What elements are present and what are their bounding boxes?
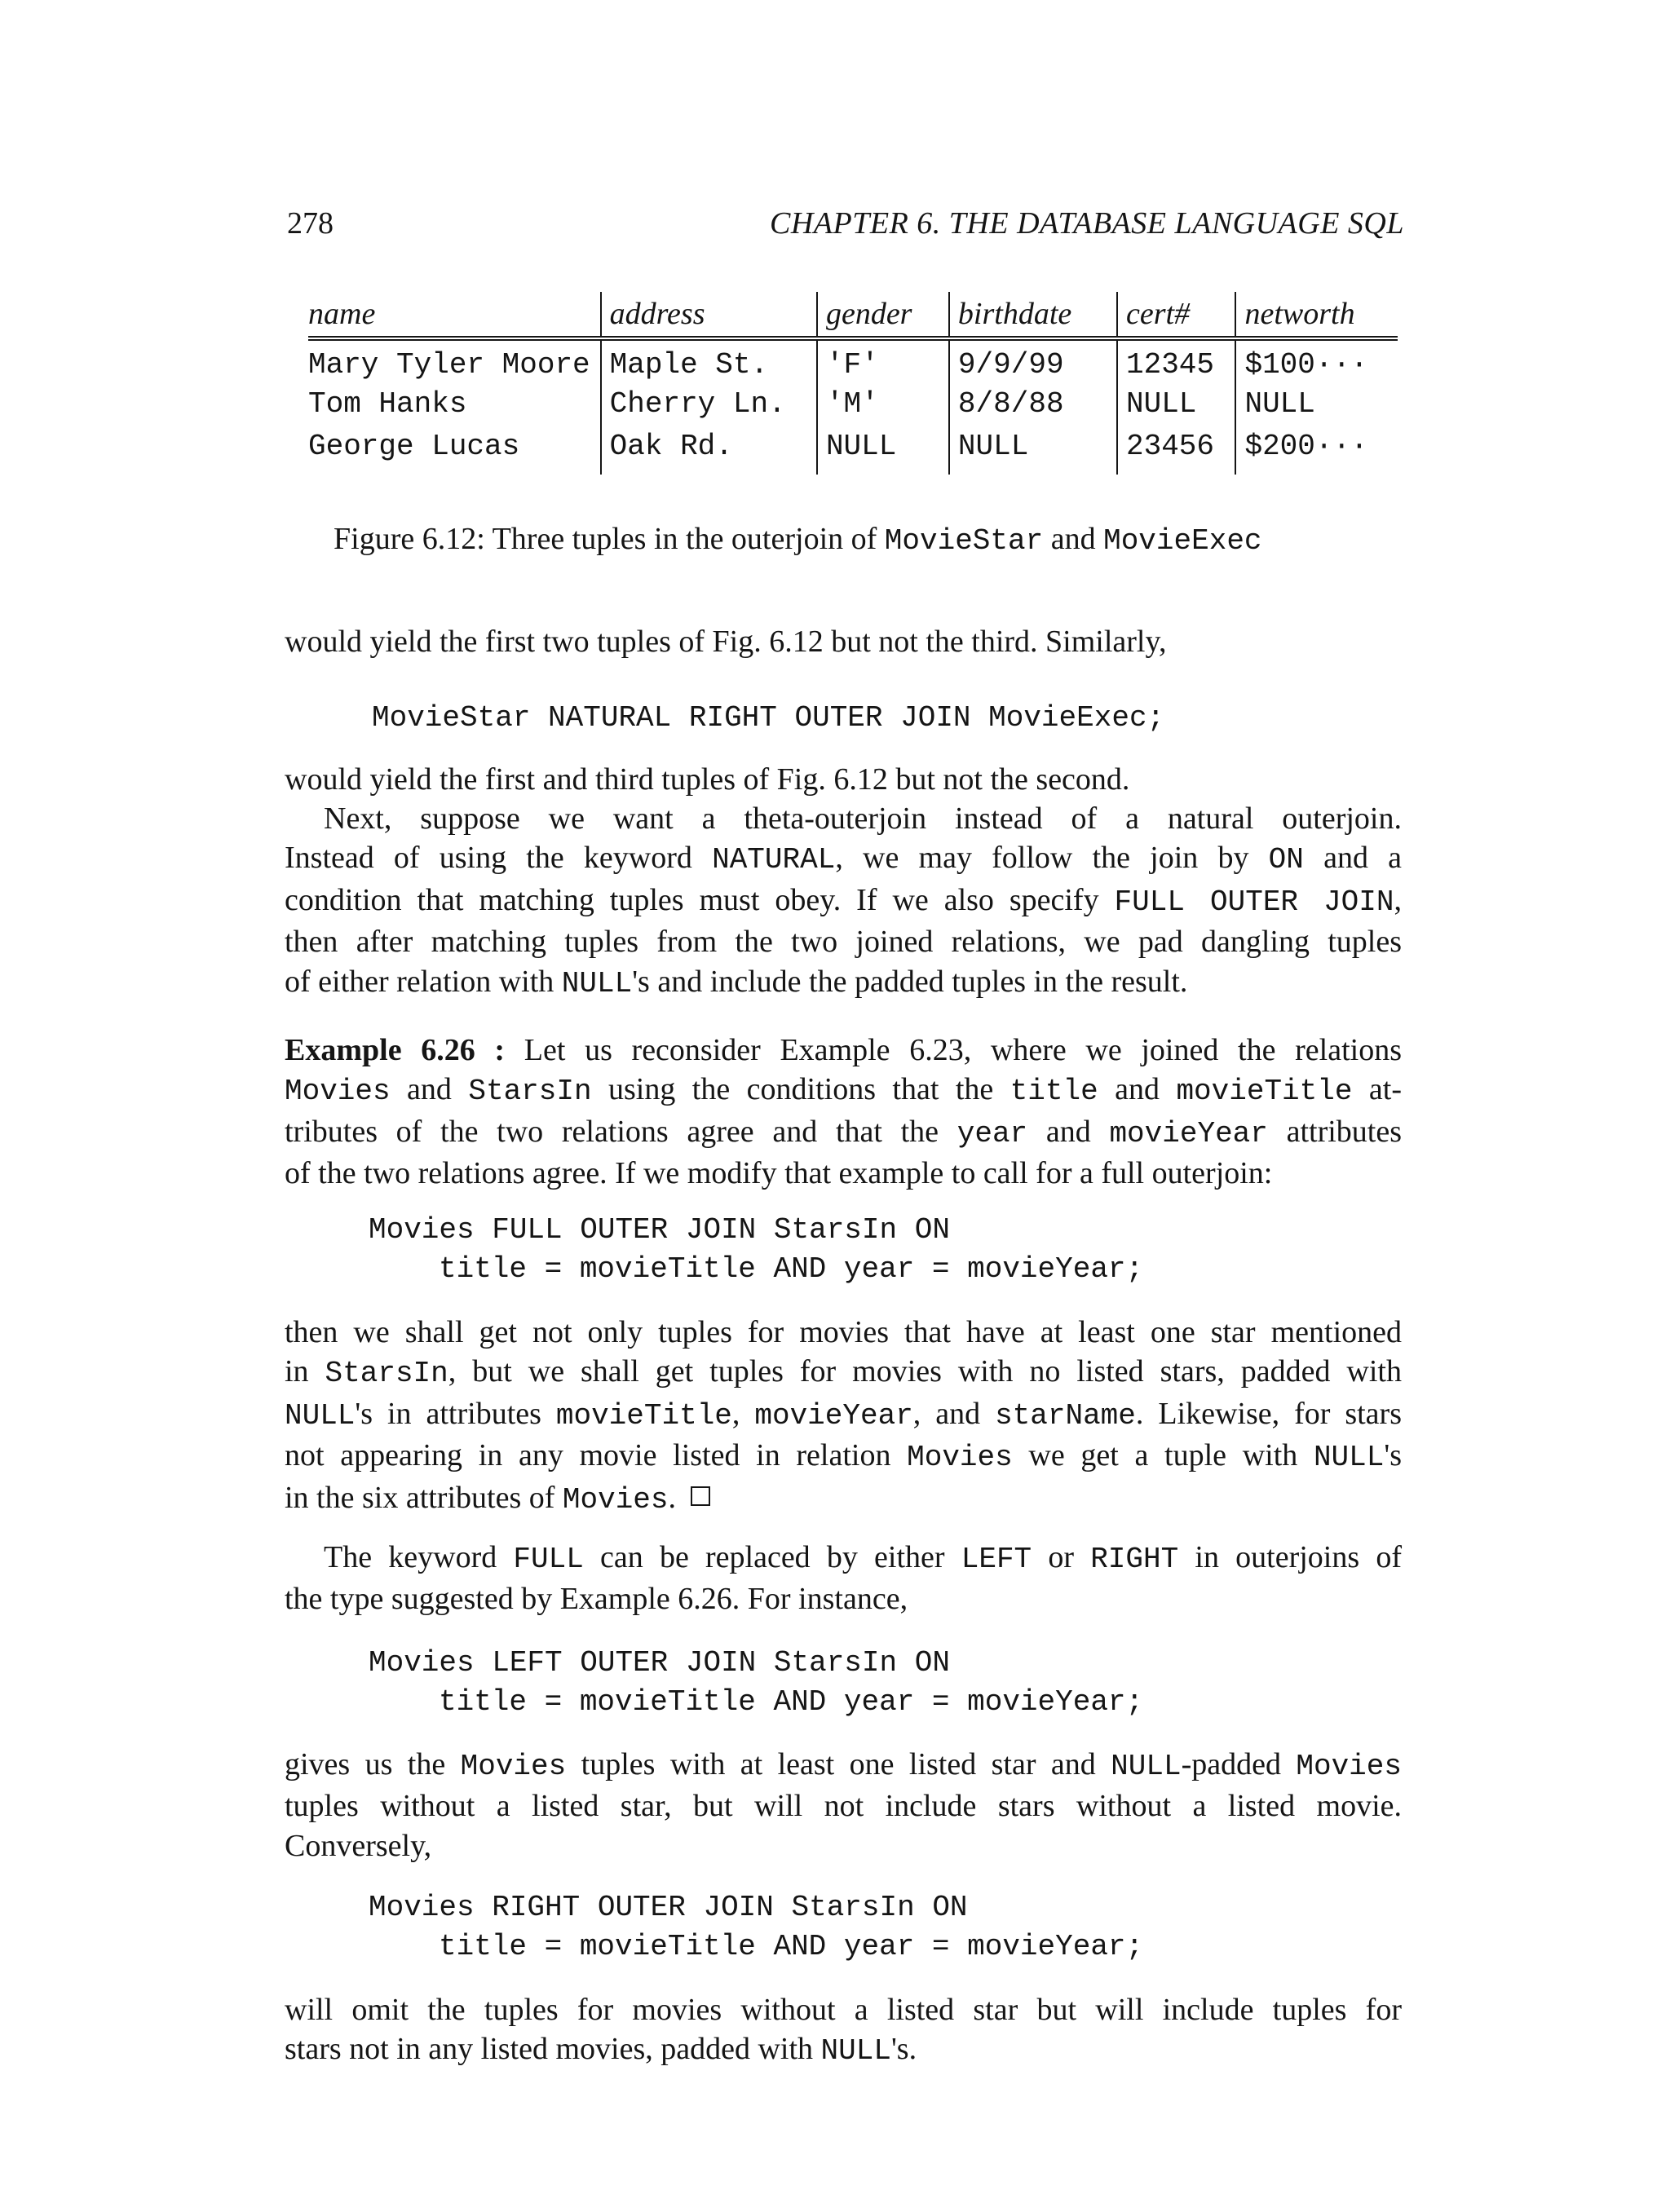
relation-name: Movies [460,1750,567,1783]
text-span: in outerjoins of [1178,1540,1402,1574]
text-line [285,838,1402,880]
code-block [369,1644,1143,1722]
text-span: , and [912,1396,996,1431]
code-line: MovieStar NATURAL RIGHT OUTER JOIN MovieExec; [372,701,1165,735]
table-row [308,385,1398,424]
table-cell: NULL [1117,385,1235,424]
outerjoin-table [308,292,1398,475]
text-span: 's [1384,1438,1403,1473]
text-line: will omit the tuples for movies without a listed star but will include tuples for [285,1993,1402,2027]
relation-name: StarsIn [325,1357,448,1391]
code-block [369,1211,1143,1289]
text-span: attributes [1267,1114,1402,1149]
page-number: 278 [287,206,334,241]
text-span: stars not in any listed movies, padded with [285,2032,821,2067]
relation-name: Movies [562,1482,669,1517]
text-span: tributes of the two relations agree and that the [285,1114,957,1149]
text-span: , [1394,882,1402,917]
attribute-name: movieYear [1109,1116,1268,1150]
text-span: and [1098,1072,1177,1107]
code-line: Movies LEFT OUTER JOIN StarsIn ON [369,1646,950,1680]
text-span: condition that matching tuples must obey. If we also specify [285,882,1115,917]
table-cell: $100··· [1235,338,1398,385]
column-header: name [308,292,601,338]
caption-text: Figure 6.12: Three tuples in the outerjoin of [334,522,885,556]
keyword: RIGHT [1090,1543,1179,1576]
text-line: Conversely, [285,1828,432,1863]
text-span: in [285,1354,325,1389]
table-cell: NULL [817,424,949,475]
text-line [285,1031,1402,1070]
column-header: gender [817,292,949,338]
column-header: address [601,292,817,338]
table-row [308,338,1398,385]
table-cell: 23456 [1117,424,1235,475]
attribute-name: year [956,1116,1028,1150]
code-block [372,699,1164,738]
text-line: would yield the first two tuples of Fig. 6.12 but not the third. Similarly, [285,625,1167,659]
text-span: -padded [1181,1747,1297,1782]
paragraph [285,1990,1402,2072]
caption-relation: MovieStar [884,524,1044,558]
keyword: NULL [820,2034,891,2069]
table-cell: Maple St. [601,338,817,385]
table-cell: $200··· [1235,424,1398,475]
keyword: ON [1268,843,1304,877]
keyword: NATURAL [712,843,836,877]
keyword: NULL [561,966,633,1000]
table-cell: Cherry Ln. [601,385,817,424]
table-cell: NULL [949,424,1117,475]
paragraph [285,622,1402,661]
text-line [285,881,1402,922]
paragraph [285,1313,1402,1520]
code-line: title = movieTitle AND year = movieYear; [439,1252,1144,1286]
keyword: LEFT [961,1543,1032,1576]
figure-caption [334,519,1262,561]
column-header: birthdate [949,292,1117,338]
table-cell: NULL [1235,385,1398,424]
code-line: title = movieTitle AND year = movieYear; [439,1685,1144,1719]
text-line [285,1538,1402,1579]
table-cell: George Lucas [308,430,520,463]
attribute-name: starName [995,1398,1136,1433]
text-line [285,1352,1402,1393]
table-row [308,424,1398,475]
text-span: at- [1352,1072,1402,1107]
text-line [285,1745,1402,1786]
text-span: we get a tuple with [1012,1438,1314,1473]
text-span: tuples with at least one listed star and [566,1747,1111,1782]
keyword: FULL [513,1543,584,1576]
text-line: then after matching tuples from the two joined relations, we pad dangling tuples [285,925,1402,960]
attribute-name: movieTitle [555,1398,732,1433]
text-span: gives us the [285,1747,461,1782]
caption-relation: MovieExec [1103,524,1262,558]
text-line: Next, suppose we want a theta-outerjoin instead of a natural outerjoin. [324,801,1402,836]
attribute-name: movieTitle [1176,1075,1353,1109]
relation-name: StarsIn [468,1075,592,1109]
text-span: , [731,1396,755,1431]
attribute-name: title [1010,1075,1098,1109]
paragraph [285,1745,1402,1865]
text-span: in the six attributes of [285,1480,563,1515]
text-span: of either relation with [285,964,562,999]
table-cell: Mary Tyler Moore [308,348,590,382]
text-span: 's. [890,2032,917,2067]
text-span: . Likewise, for stars [1135,1396,1402,1431]
table-cell: Tom Hanks [308,387,467,421]
code-line: Movies FULL OUTER JOIN StarsIn ON [369,1213,950,1247]
code-line: title = movieTitle AND year = movieYear; [439,1930,1144,1963]
text-span: and [1027,1114,1110,1149]
paragraph [285,1538,1402,1619]
keyword: NULL [1111,1750,1182,1783]
relation-name: Movies [285,1075,391,1109]
text-span: and a [1303,841,1403,876]
text-span: , but we shall get tuples for movies with no listed stars, padded with [448,1354,1402,1389]
text-line: would yield the first and third tuples of Fig. 6.12 but not the second. [285,762,1130,797]
text-span: The keyword [324,1540,514,1574]
table-cell: Oak Rd. [601,424,817,475]
code-block [369,1888,1143,1967]
caption-text: and [1043,522,1104,556]
paragraph [285,799,1402,1004]
example-label: Example 6.26 : [285,1033,506,1067]
end-of-proof-icon [691,1486,710,1506]
text-span: Instead of using the keyword [285,841,713,876]
text-span: . [668,1480,677,1515]
text-span: 's in attributes [355,1396,556,1431]
table-cell: 'M' [817,385,949,424]
text-span: or [1032,1540,1091,1574]
text-span: 's and include the padded tuples in the result. [632,964,1188,999]
text-line [285,962,1402,1004]
table-header-row [308,292,1398,338]
text-line: of the two relations agree. If we modify that example to call for a full outerjoin: [285,1156,1273,1191]
text-line [285,1070,1402,1111]
text-line: tuples without a listed star, but will not include stars without a listed movie. [285,1789,1402,1824]
text-line [285,1478,1402,1520]
column-header: cert# [1117,292,1235,338]
text-span: using the conditions that the [591,1072,1010,1107]
table-cell: 'F' [817,338,949,385]
text-span: and [390,1072,469,1107]
code-line: Movies RIGHT OUTER JOIN StarsIn ON [369,1891,968,1924]
relation-name: Movies [907,1441,1013,1475]
keyword: FULL OUTER JOIN [1114,885,1394,919]
text-span: Let us reconsider Example 6.23, where we joined the relations [505,1033,1402,1067]
text-span: not appearing in any movie listed in relation [285,1438,908,1473]
running-head: CHAPTER 6. THE DATABASE LANGUAGE SQL [770,206,1404,241]
table-cell: 9/9/99 [949,338,1117,385]
text-span: can be replaced by either [583,1540,961,1574]
paragraph [285,760,1402,799]
text-line [285,1436,1402,1477]
example-paragraph [285,1031,1402,1194]
attribute-name: movieYear [754,1398,913,1433]
text-span: , we may follow the join by [835,841,1269,876]
keyword: NULL [285,1398,356,1433]
table-cell: 12345 [1117,338,1235,385]
text-line [285,2029,1402,2071]
text-line: then we shall get not only tuples for movies that have at least one star mentioned [285,1315,1402,1349]
text-line [285,1112,1402,1154]
text-line: the type suggested by Example 6.26. For instance, [285,1582,908,1617]
keyword: NULL [1313,1441,1385,1475]
text-line [285,1394,1402,1436]
column-header: networth [1235,292,1398,338]
table-cell: 8/8/88 [949,385,1117,424]
relation-name: Movies [1296,1750,1402,1783]
